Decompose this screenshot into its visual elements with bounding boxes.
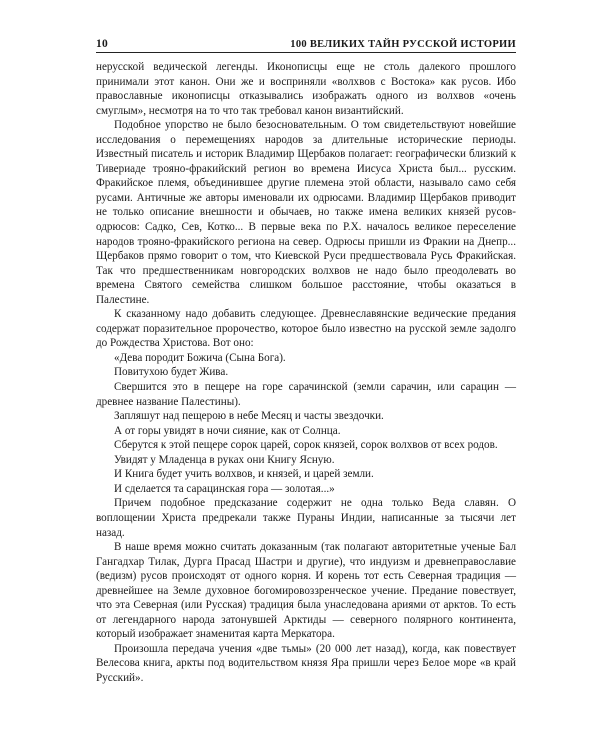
prophecy-line: И сделается та сарацинская гора — золотая...» bbox=[114, 482, 335, 495]
prophecy-line: Свершится это в пещере на горе сарачинской (земли сарачин, или сарацин — древнее название Палестины). bbox=[96, 381, 516, 408]
prophecy-line: «Дева породит Божича (Сына Бога). bbox=[114, 351, 286, 364]
paragraph: В наше время можно считать доказанным (так полагают авторитетные ученые Бал Гангадхар Тилак, Дурга Прасад Шастри и другие), что индуизм и древнеправославие (ведизм) русов происходят от одного корня. И корень тот есть Северная традиция — древнейшее на Земле духовное богомировоззренческое учение. Предание повествует, что эта Северная (или Русская) традиция была унаследована ариями от арктов. То есть от легендарного народа затонувшей Арктиды — северного полярного континента, который изображает знаменитая карта Меркатора. bbox=[96, 541, 516, 641]
prophecy-line: А от горы увидят в ночи сияние, как от Солнца. bbox=[114, 424, 341, 437]
running-title: 100 ВЕЛИКИХ ТАЙН РУССКОЙ ИСТОРИИ bbox=[290, 39, 516, 50]
book-page bbox=[96, 32, 516, 742]
prophecy-line: Увидят у Младенца в руках они Книгу Ясную. bbox=[114, 453, 335, 466]
paragraph: Подобное упорство не было безосновательным. О том свидетельствуют новейшие исследования о перемещениях народов за длительные исторические периоды. Известный писатель и историк Владимир Щербаков полагает: географически близкий к Тивериаде трояно-фракийский регион во времена Иисуса Христа был... русским. Фракийское племя, объединившее другие племена этой области, называло само себя русами. Античные же авторы именовали их одрюсами. Владимир Щербаков приводит не только описание внешности и обычаев, но также имена великих князей русов-одрюсов: Садко, Сев, Котко... В первые века по Р.Х. началось великое переселение народов трояно-фракийского региона на север. Одрюсы пришли из Фракии на Днепр... Щербаков прямо говорит о том, что Киевской Руси предшествовала Русь Фракийская. Так что предшественникам новгородских волхвов не надо было преодолевать во времена Святого семейства слишком большое расстояние, чтобы оказаться в Палестине. bbox=[96, 119, 516, 306]
paragraph: К сказанному надо добавить следующее. Древнеславянские ведические предания содержат поразительное пророчество, которое было известно на русской земле задолго до Рождества Христова. Вот оно: bbox=[96, 308, 516, 350]
paragraph-continuation: нерусской ведической легенды. Иконописцы еще не столь далекого прошлого принимали этот канон. Они же и восприняли «волхвов с Востока» как русов. Ибо православные иконописцы отказывались изображать одного из волхвов «очень смуглым», несмотря на то что так требовал канон византийский. bbox=[96, 61, 516, 117]
page-number: 10 bbox=[96, 38, 108, 50]
body-text bbox=[96, 60, 516, 686]
prophecy-line: Сберутся к этой пещере сорок царей, сорок князей, сорок волхвов от всех родов. bbox=[114, 439, 498, 452]
prophecy-line: И Книга будет учить волхвов, и князей, и царей земли. bbox=[114, 468, 374, 481]
prophecy-line: Повитухою будет Жива. bbox=[114, 366, 229, 379]
paragraph: Произошла передача учения «две тьмы» (20 000 лет назад), когда, как повествует Велесова книга, аркты под водительством князя Яра пришли через Белое море «в край Русский». bbox=[96, 642, 516, 684]
page-header bbox=[96, 32, 516, 53]
paragraph: Причем подобное предсказание содержит не одна только Веда славян. О воплощении Христа предрекали также Пураны Индии, написанные за тысячи лет назад. bbox=[96, 497, 516, 539]
prophecy-line: Запляшут над пещерою в небе Месяц и часты звездочки. bbox=[114, 410, 384, 423]
